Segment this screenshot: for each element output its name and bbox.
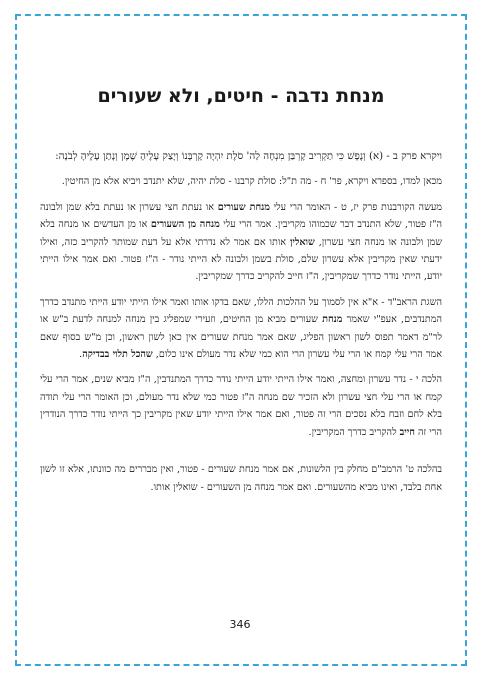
text-span: או נעתת חצי עשרון או נעתת בלא שמן ולבונה ה"ז פטור, שלא התנדב דבר שכמוהו מקריבין. אמר הרי עלי — [40, 201, 443, 231]
bold-term: מנחה מן השעורים — [150, 219, 220, 231]
bold-term: שהכל תלוי בבדיקה — [82, 349, 153, 361]
text-span: . — [79, 349, 83, 361]
text-span: השגת הראב"ד - א"א אין לסמוך על ההלכות הללו, שאם בדקו אותו ואמר אילו הייתי יודע הייתי מתנדב כדרך המתנדבים, אעפ"י שאמר — [40, 296, 442, 326]
summary-paragraph: בהלכה ט' הרמב"ם מחלק בין הלשונות, אם אמר מנחת שעורים - פטור, ואין מבררים מה כוונתו, אלא זו לשון אחת בלבד, ואינו מביא מהשעורים. ואם אמר מנחה מן השעורים - שואלין אותו. — [40, 464, 442, 493]
verse-paragraph: ויקרא פרק ב - (א) וְנֶפֶשׁ כִּי תַקְרִיב קָרְבַּן מִנְחָה לַה' סֹלֶת יִהְיֶה קָרְבָּנוֹ וְיָצַק עָלֶיהָ שֶׁמֶן וְנָתַן עָלֶיהָ לְבֹנָה: — [55, 151, 442, 162]
sifra-paragraph: מכאן למדו, בספרא ויקרא, פר' ח - מה ת"ל: סולת קרבנו - סלת יהיה, שלא יתנדב ויביא אלא מן החיטין. — [61, 176, 442, 188]
bold-term: מנחת שעורים — [217, 201, 270, 213]
text-span: אותו אם אמר לא נדרתי אלא על דעת שמותר להקריב כזה, ואילו ידעתי שאין מקריבין אלא עשרון שלם, סולת בשמן ולבונה לא הייתי נודר - ה"ז פטור. ואם אמר אילו הייתי יודע, הייתי נודר כדרך שמקריבין, ה"ז חייב להקריב כדרך שמקריבין. — [40, 236, 442, 283]
halacha-paragraph — [40, 371, 442, 441]
bold-term: שואלין — [289, 236, 315, 248]
text-span: מעשה הקורבנות פרק יז, ט - האומר הרי עלי — [269, 201, 442, 213]
bold-term: חייב — [399, 426, 415, 438]
text-span: הלכה י - נדר עשרון ומחצה, ואמר אילו הייתי יודע הייתי נודר כדרך המתנדבין, ה"ז מביא שנים, אמר הרי עלי קמח או הרי עלי חצי עשרון ולא הזכיר שם מנחה ה"ז פטור כמי שלא נדר מעולם, וכן האומר הרי עלי תודה בלא לחם וזבח בלא נסכים הרי זה פטור, ואם אמר אילו הייתי יודע שאין מקריבין כך הייתי נודר כדרך הנודרין הרי זה — [40, 374, 442, 438]
text-span: להקריב כדרך המקריבין. — [308, 426, 400, 438]
page-title: מנחת נדבה - חיטים, ולא שעורים — [97, 85, 385, 107]
mishna-paragraph — [40, 199, 442, 286]
text-span: או מן העדשים או מנחה בלא שמן ולבונה או מנחה חצי עשרון, — [40, 219, 442, 248]
bold-term: מנחת — [322, 314, 343, 326]
text-span: שעורים מביא מן החיטים, וזעירי שמפליג בין מנחה למנחה לדעת ב"ש או לר"מ דאמר תפוס לשון ראשון הפליג, שאם אמר מנחת שעורים אין כאן לשון ראשון, וכן מ"ש בסוף שאם אמר הרי עלי קמח או הרי עלי עשרון הרי הוא כמי שלא נדר מעולם אינו כלום, — [40, 314, 442, 361]
page-body — [40, 84, 442, 496]
page-number: 346 — [229, 618, 251, 631]
raavad-paragraph — [40, 294, 442, 364]
